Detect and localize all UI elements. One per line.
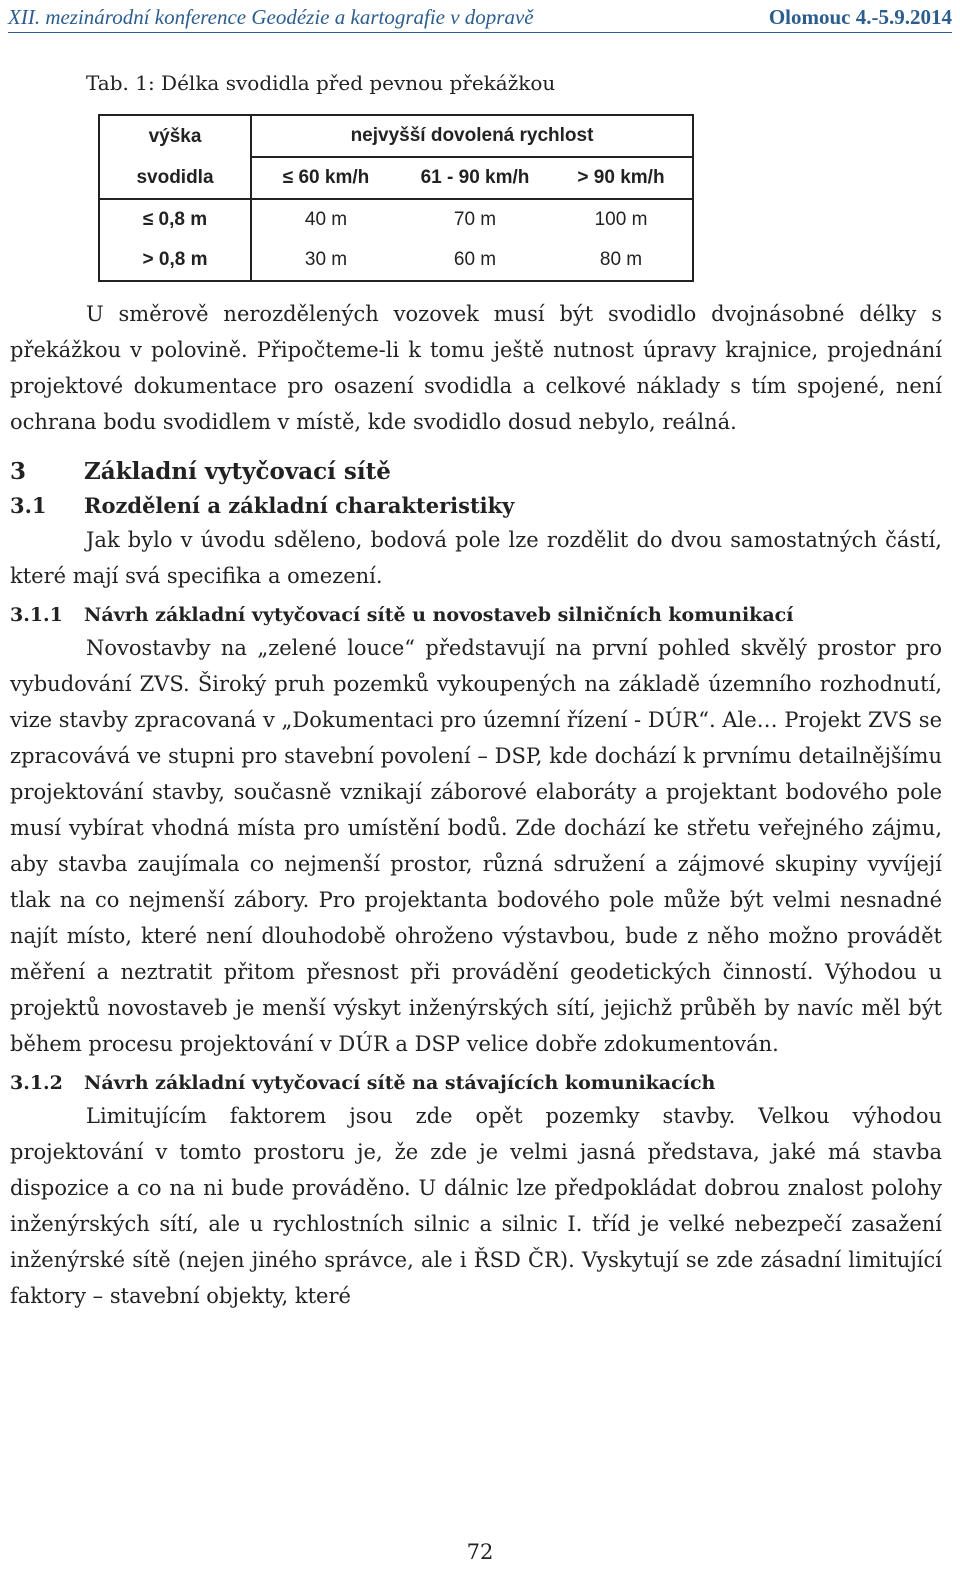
speed-col-2: 61 - 90 km/h xyxy=(400,157,550,199)
section-3-1-2-heading xyxy=(10,1072,942,1094)
paragraph-3: Novostavby na „zelené louce“ představují na první pohled skvělý prostor pro vybudování ZVS. Široký pruh pozemků vykoupených na základě územního rozhodnutí, vize stavby zpracovaná v „Dokumentaci pro územní řízení - DÚR“. Ale… Projekt ZVS se zpracovává ve stupni pro stavební povolení – DSP, kde dochází k prvnímu detailnějšímu projektování stavby, současně vznikají záborové elaboráty a projektant bodového pole musí vybírat vhodná místa pro umístění bodů. Zde dochází ke střetu veřejného zájmu, aby stavba zaujímala co nejmenší prostor, různá sdružení a zájmové skupiny vyvíjejí tlak na co nejmenší zábory. Pro projektanta bodového pole může být velmi nesnadné najít místo, které není dlouhodobě ohroženo výstavbou, bude z něho možno provádět měření a neztratit přitom přesnost při provádění geodetických činností. Výhodou u projektů novostaveb je menší výskyt inženýrských sítí, jejichž průběh by navíc měl být během procesu projektování v DÚR a DSP velice dobře zdokumentován. xyxy=(10,636,942,1056)
section-number: 3.1.1 xyxy=(10,604,63,626)
section-title: Rozdělení a základní charakteristiky xyxy=(84,493,515,518)
paragraph-4: Limitujícím faktorem jsou zde opět pozemky stavby. Velkou výhodou projektování v tomto prostoru je, že zde je velmi jasná představa, jaké má stavba dispozice a co na ni bude prováděno. U dálnic lze předpokládat dobrou znalost polohy inženýrských sítí, ale u rychlostních silnic a silnic I. tříd je velké nebezpečí zasažení inženýrské sítě (nejen jiného správce, ale i ŘSD ČR). Vyskytují se zde zásadní limitující faktory – stavební objekty, které xyxy=(10,1104,942,1308)
conference-title: XII. mezinárodní konference Geodézie a kartografie v dopravě xyxy=(8,5,534,29)
section-title: Základní vytyčovací sítě xyxy=(84,458,391,485)
section-number: 3.1.2 xyxy=(10,1072,63,1094)
section-title: Návrh základní vytyčovací sítě na stávajících komunikacích xyxy=(84,1072,716,1094)
section-number: 3 xyxy=(10,458,27,485)
speed-header: nejvyšší dovolená rychlost xyxy=(251,115,693,157)
speed-col-3: > 90 km/h xyxy=(550,157,693,199)
height-header-2: svodidla xyxy=(99,157,251,199)
table-cell: 30 m xyxy=(251,240,400,281)
running-header xyxy=(8,4,952,33)
row-height: ≤ 0,8 m xyxy=(142,209,208,230)
table-cell: 80 m xyxy=(599,249,643,270)
section-3-1-1-heading xyxy=(10,604,942,626)
paragraph-2: Jak bylo v úvodu sděleno, bodová pole lze rozdělit do dvou samostatných částí, které mají svá specifika a omezení. xyxy=(10,528,942,588)
section-3-1-heading xyxy=(10,493,942,518)
table-cell: 100 m xyxy=(594,209,648,230)
table-row xyxy=(99,199,693,240)
section-3-heading xyxy=(10,458,942,485)
section-number: 3.1 xyxy=(10,493,47,518)
row-height: > 0,8 m xyxy=(142,249,208,270)
speed-col-1: ≤ 60 km/h xyxy=(251,157,400,199)
conference-place-date: Olomouc 4.-5.9.2014 xyxy=(768,5,952,29)
height-header-1: výška xyxy=(148,125,202,147)
table-cell: 70 m xyxy=(453,209,497,230)
table-row xyxy=(99,240,693,281)
section-title: Návrh základní vytyčovací sítě u novostaveb silničních komunikací xyxy=(84,604,794,626)
barrier-length-table xyxy=(98,114,694,282)
table-cell: 60 m xyxy=(453,249,497,270)
page-content xyxy=(10,70,942,1314)
table-cell: 40 m xyxy=(251,199,400,240)
page-number: 72 xyxy=(466,1540,494,1564)
paragraph-1: U směrově nerozdělených vozovek musí být svodidlo dvojnásobné délky s překážkou v polovině. Připočteme-li k tomu ještě nutnost úpravy krajnice, projednání projektové dokumentace pro osazení svodidla a celkové náklady s tím spojené, není ochrana bodu svodidlem v místě, kde svodidlo dosud nebylo, reálná. xyxy=(10,302,942,434)
table-caption: Tab. 1: Délka svodidla před pevnou překážkou xyxy=(86,71,556,95)
